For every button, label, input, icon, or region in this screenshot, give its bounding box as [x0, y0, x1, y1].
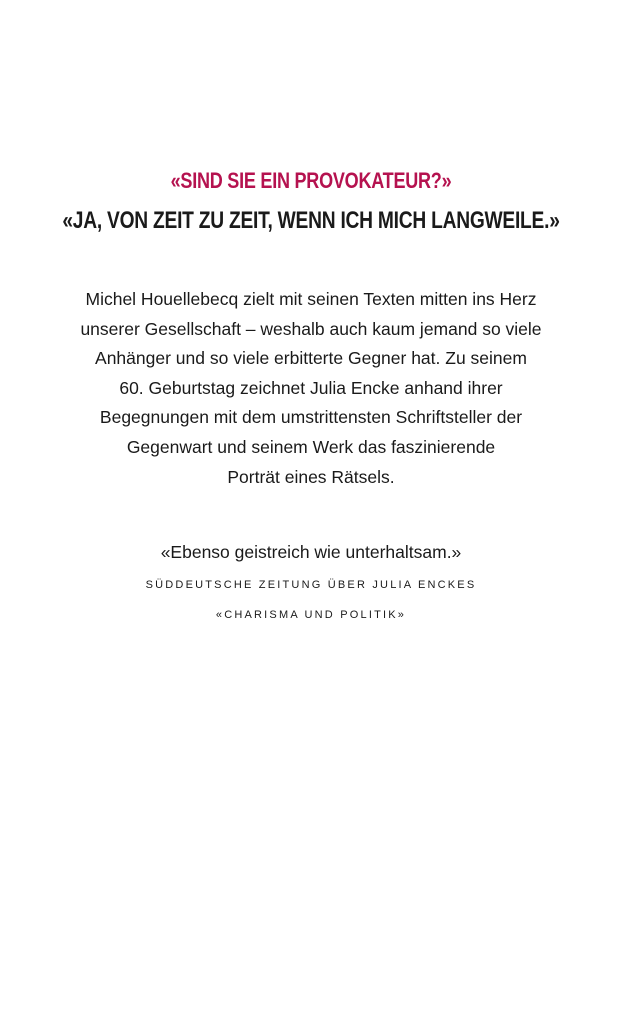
headline-question: «SIND SIE EIN PROVOKATEUR?»: [170, 168, 452, 193]
blurb-text: [60, 285, 562, 492]
blurb-line: unserer Gesellschaft – weshalb auch kaum jemand so viele: [80, 318, 542, 339]
blurb-line: Anhänger und so viele erbitterte Gegner hat. Zu seinem: [95, 348, 527, 369]
review-quote: «Ebenso geistreich wie unterhaltsam.»: [160, 542, 462, 562]
headline-answer: «JA, VON ZEIT ZU ZEIT, WENN ICH MICH LANGWEILE.»: [62, 207, 560, 234]
blurb-line: Porträt eines Rätsels.: [227, 466, 395, 487]
blurb-line: 60. Geburtstag zeichnet Julia Encke anhand ihrer: [119, 377, 503, 398]
review-source-title: «CHARISMA UND POLITIK»: [215, 609, 407, 621]
review-source-line: SÜDDEUTSCHE ZEITUNG ÜBER JULIA ENCKES: [145, 579, 477, 591]
blurb-line: Begegnungen mit dem umstrittensten Schriftsteller der: [99, 407, 523, 428]
blurb-line: Gegenwart und seinem Werk das faszinierende: [126, 436, 496, 457]
blurb-line: Michel Houellebecq zielt mit seinen Texten mitten ins Herz: [85, 289, 537, 309]
